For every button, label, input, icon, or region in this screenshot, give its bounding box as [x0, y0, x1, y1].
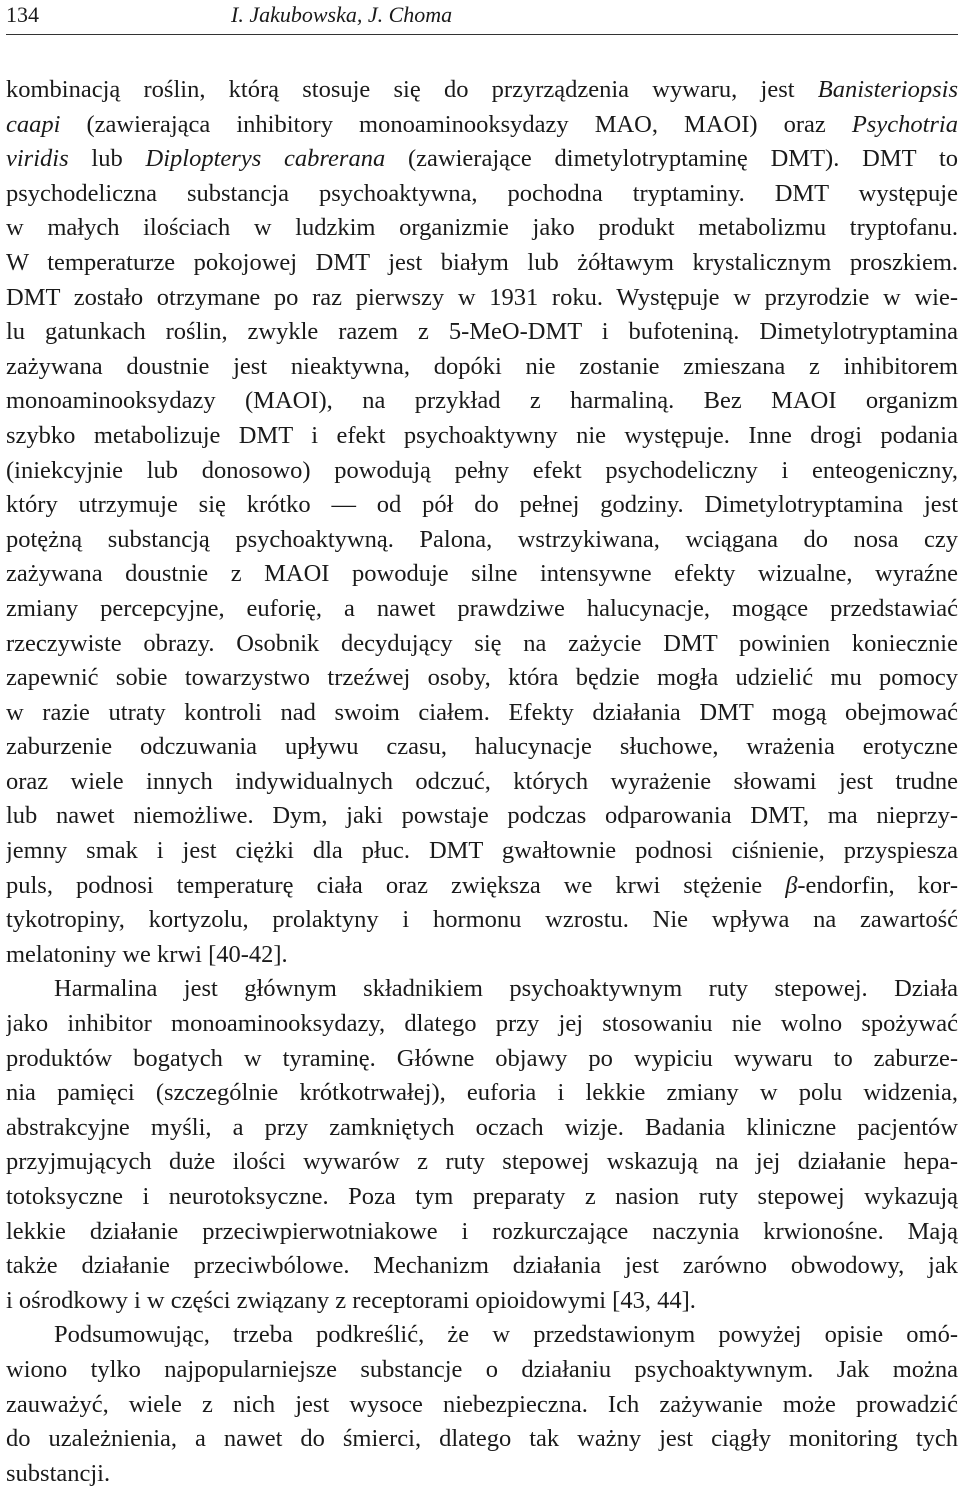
text-line: substancji. — [6, 1459, 111, 1487]
text-line: abstrakcyjne myśli, a przy zamkniętych oczach wizje. Badania kliniczne pacjentów — [6, 1113, 958, 1141]
beta-symbol: β — [785, 871, 798, 899]
text-line: Harmalina jest głównym składnikiem psychoaktywnym ruty stepowej. Działa — [54, 975, 958, 1003]
text-line: oraz wiele innych indywidualnych odczuć, których wyrażenie słowami jest trudne — [6, 767, 958, 795]
paragraph — [6, 73, 958, 972]
species-name: viridis — [6, 145, 69, 173]
text-line: przyjmujących duże ilości wywarów z ruty stepowej wskazują na jej działanie hepa- — [6, 1148, 958, 1176]
species-name: Banisteriopsis — [817, 76, 958, 103]
text-line: monoaminooksydazy (MAOI), na przykład z harmaliną. Bez MAOI organizm — [6, 387, 958, 415]
text-line: DMT zostało otrzymane po raz pierwszy w 1931 roku. Występuje w przyrodzie w wie- — [6, 283, 958, 311]
text-line: W temperaturze pokojowej DMT jest białym lub żółtawym krystalicznym proszkiem. — [6, 248, 958, 276]
text-line: w razie utraty kontroli nad swoim ciałem. Efekty działania DMT mogą obejmować — [6, 698, 958, 726]
text-line: szybko metabolizuje DMT i efekt psychoaktywny nie występuje. Inne drogi podania — [6, 421, 958, 449]
species-name: Diplopterys cabrerana — [145, 145, 386, 173]
text-line: viridis lub Diplopterys cabrerana (zawierające dimetylotryptaminę DMT). DMT to — [6, 145, 958, 173]
paragraph — [6, 972, 958, 1318]
page — [6, 0, 958, 1491]
text-line: zażywana doustnie jest nieaktywna, dopóki nie zostanie zmieszana z inhibitorem — [6, 352, 958, 380]
text-line: zauważyć, wiele z nich jest wysoce niebezpieczna. Ich zażywanie może prowadzić — [6, 1390, 958, 1418]
body-text — [6, 73, 958, 1491]
text-line: lub nawet niemożliwe. Dym, jaki powstaje podczas odparowania DMT, ma nieprzy- — [6, 802, 958, 830]
text-line: zapewnić sobie towarzystwo trzeźwej osoby, która będzie mogła udzielić mu pomocy — [6, 664, 958, 692]
text-line: rzeczywiste obrazy. Osobnik decydujący się na zażycie DMT powinien koniecznie — [6, 629, 958, 657]
text-line: i ośrodkowy i w części związany z receptorami opioidowymi [43, 44]. — [6, 1286, 696, 1314]
text-line: tykotropiny, kortyzolu, prolaktyny i hormonu wzrostu. Nie wpływa na zawartość — [6, 906, 958, 934]
text-line: totoksyczne i neurotoksyczne. Poza tym preparaty z nasion ruty stepowej wykazują — [6, 1183, 958, 1210]
text-line: melatoniny we krwi [40-42]. — [6, 940, 288, 968]
text-line: zaburzenie odczuwania upływu czasu, halucynacje słuchowe, wrażenia erotyczne — [6, 733, 958, 761]
text-line: caapi (zawierająca inhibitory monoaminooksydazy MAO, MAOI) oraz Psychotria — [6, 110, 958, 138]
text-line: także działanie przeciwbólowe. Mechanizm działania jest zarówno obwodowy, jak — [6, 1252, 958, 1280]
species-name: Psychotria — [851, 110, 958, 138]
species-name: caapi — [6, 110, 61, 138]
text-line: kombinacją roślin, którą stosuje się do przyrządzenia wywaru, jest Banisteriopsis — [6, 76, 958, 103]
text-line: jako inhibitor monoaminooksydazy, dlatego przy jej stosowaniu nie wolno spożywać — [6, 1010, 958, 1038]
text-line: Podsumowując, trzeba podkreślić, że w przedstawionym powyżej opisie omó- — [54, 1321, 958, 1349]
text-line: produktów bogatych w tyraminę. Główne objawy po wypiciu wywaru to zaburze- — [6, 1044, 958, 1072]
running-header — [6, 0, 958, 35]
text-line: puls, podnosi temperaturę ciała oraz zwiększa we krwi stężenie β-endorfin, kor- — [6, 871, 958, 899]
text-line: (iniekcyjnie lub donosowo) powodują pełny efekt psychodeliczny i enteogeniczny, — [6, 456, 958, 484]
running-title: I. Jakubowska, J. Choma — [231, 2, 453, 27]
text-line: zmiany percepcyjne, euforię, a nawet prawdziwe halucynacje, mogące przedstawiać — [6, 594, 958, 622]
paragraph — [6, 1318, 958, 1491]
text-line: potężną substancją psychoaktywną. Palona, wstrzykiwana, wciągana do nosa czy — [6, 525, 958, 553]
text-line: zażywana doustnie z MAOI powoduje silne intensywne efekty wizualne, wyraźne — [6, 560, 958, 588]
text-line: psychodeliczna substancja psychoaktywna, pochodna tryptaminy. DMT występuje — [6, 179, 958, 207]
text-line: który utrzymuje się krótko — od pół do pełnej godziny. Dimetylotryptamina jest — [6, 491, 958, 519]
text-line: w małych ilościach w ludzkim organizmie jako produkt metabolizmu tryptofanu. — [6, 214, 958, 242]
text-line: do uzależnienia, a nawet do śmierci, dlatego tak ważny jest ciągły monitoring tych — [6, 1425, 958, 1453]
text-line: nia pamięci (szczególnie krótkotrwałej), euforia i lekkie zmiany w polu widzenia, — [6, 1079, 958, 1107]
text-line: jemny smak i jest ciężki dla płuc. DMT gwałtownie podnosi ciśnienie, przyspiesza — [6, 837, 958, 865]
page-number: 134 — [6, 2, 39, 27]
text-line: lekkie działanie przeciwpierwotniakowe i rozkurczające naczynia krwionośne. Mają — [6, 1217, 958, 1245]
text-line: lu gatunkach roślin, zwykle razem z 5-MeO-DMT i bufoteniną. Dimetylotryptamina — [6, 318, 958, 346]
text-line: wiono tylko najpopularniejsze substancje o działaniu psychoaktywnym. Jak można — [6, 1355, 958, 1383]
